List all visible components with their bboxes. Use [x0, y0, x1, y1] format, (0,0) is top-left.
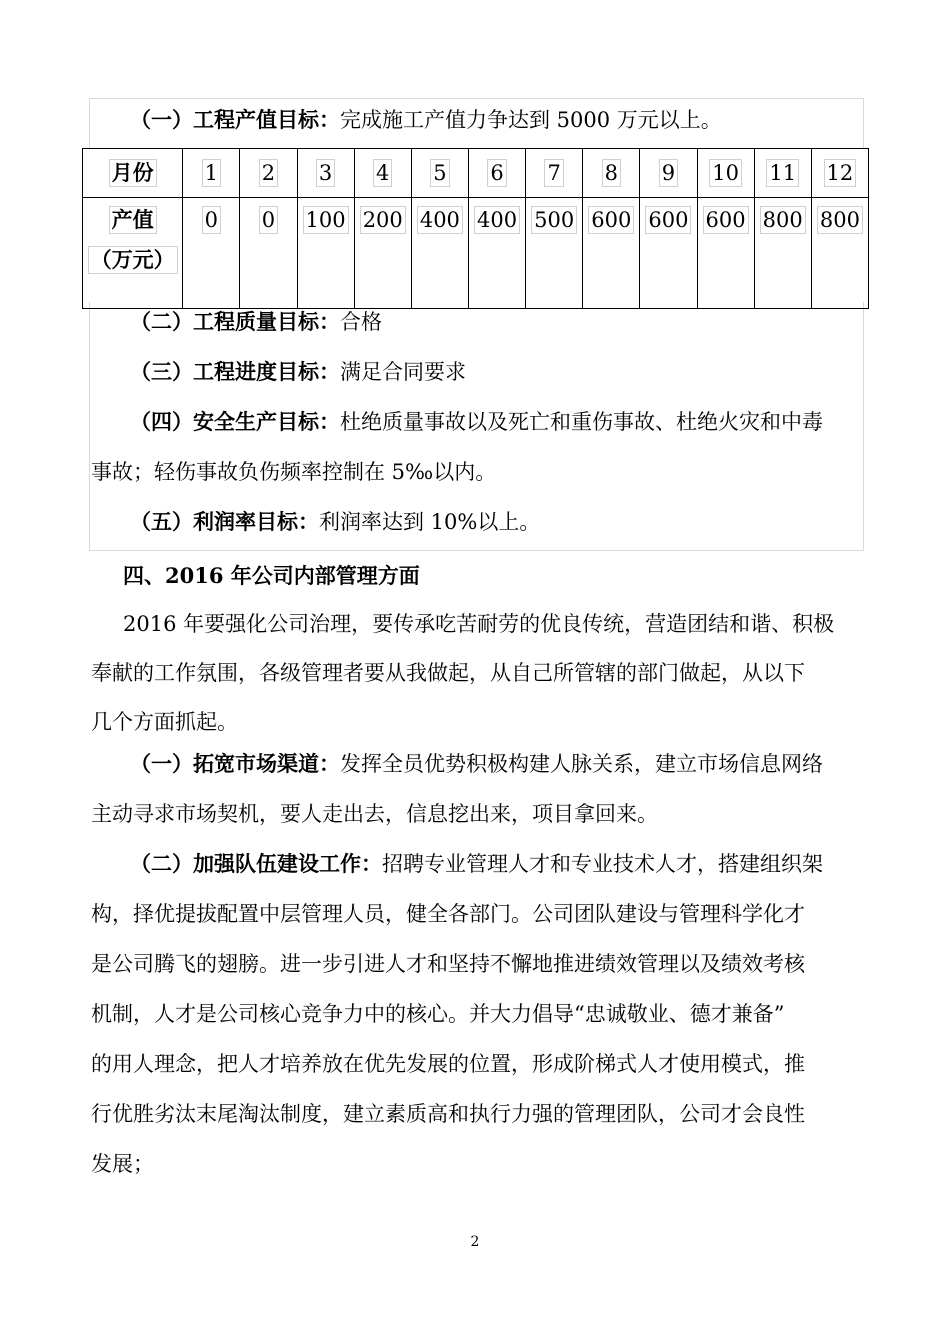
target-schedule-label: （三）工程进度目标： — [130, 359, 340, 384]
team-building-label: （二）加强队伍建设工作： — [130, 851, 382, 876]
value-cell: 100 — [297, 198, 354, 309]
target-safety-line2 — [0, 458, 950, 486]
team-building-line4: 机制，人才是公司核心竞争力中的核心。并大力倡导“忠诚敬业、德才兼备” — [91, 1002, 785, 1026]
value-cell: 600 — [697, 198, 754, 309]
target-safety-text2: 事故；轻伤事故负伤频率控制在 5‰以内。 — [91, 460, 497, 484]
target-output-label: （一）工程产值目标： — [130, 107, 340, 132]
team-building-line2: 构，择优提拔配置中层管理人员，健全各部门。公司团队建设与管理科学化才 — [91, 902, 805, 926]
target-output-text: 完成施工产值力争达到 5000 万元以上。 — [340, 108, 722, 132]
value-cell: 0 — [240, 198, 297, 309]
value-cell: 500 — [526, 198, 583, 309]
value-cell: 200 — [354, 198, 411, 309]
value-header-cell: 产值 （万元） — [83, 198, 183, 309]
page-number: 2 — [470, 1234, 480, 1250]
target-output-line — [0, 106, 950, 134]
target-safety-text1: 杜绝质量事故以及死亡和重伤事故、杜绝火灾和中毒 — [340, 410, 823, 434]
month-cell: 4 — [354, 149, 411, 198]
team-building-line3: 是公司腾飞的翅膀。进一步引进人才和坚持不懈地推进绩效管理以及绩效考核 — [91, 952, 805, 976]
team-building-line1 — [0, 850, 950, 878]
target-safety-line1 — [0, 408, 950, 436]
month-cell: 3 — [297, 149, 354, 198]
team-building-line5: 的用人理念，把人才培养放在优先发展的位置，形成阶梯式人才使用模式，推 — [91, 1052, 805, 1076]
month-cell: 6 — [468, 149, 525, 198]
target-profit-line — [0, 508, 950, 536]
target-schedule-line — [0, 358, 950, 386]
month-cell: 11 — [754, 149, 811, 198]
value-cell: 400 — [468, 198, 525, 309]
target-quality-label: （二）工程质量目标： — [130, 309, 340, 334]
value-cell: 600 — [640, 198, 697, 309]
target-profit-text: 利润率达到 10%以上。 — [319, 510, 541, 534]
section4-intro-line1: 2016 年要强化公司治理，要传承吃苦耐劳的优良传统，营造团结和谐、积极 — [123, 612, 835, 636]
value-cell: 600 — [583, 198, 640, 309]
month-cell: 7 — [526, 149, 583, 198]
value-cell: 800 — [811, 198, 868, 309]
value-cell: 0 — [183, 198, 240, 309]
target-schedule-text: 满足合同要求 — [340, 360, 466, 384]
value-cell: 400 — [411, 198, 468, 309]
market-channel-line2: 主动寻求市场契机，要人走出去，信息挖出来，项目拿回来。 — [91, 802, 658, 826]
target-quality-line — [0, 308, 950, 336]
table-row-values — [83, 198, 869, 309]
month-cell: 2 — [240, 149, 297, 198]
month-cell: 1 — [183, 149, 240, 198]
section4-heading: 四、2016 年公司内部管理方面 — [123, 563, 420, 588]
month-cell: 5 — [411, 149, 468, 198]
section4-intro-line3: 几个方面抓起。 — [91, 710, 238, 734]
table-row-months — [83, 149, 869, 198]
team-building-text1: 招聘专业管理人才和专业技术人才，搭建组织架 — [382, 852, 823, 876]
target-quality-text: 合格 — [340, 310, 382, 334]
target-safety-label: （四）安全生产目标： — [130, 409, 340, 434]
month-header-cell: 月份 — [83, 149, 183, 198]
market-channel-line1 — [0, 750, 950, 778]
month-cell: 9 — [640, 149, 697, 198]
output-table — [82, 148, 869, 309]
month-cell: 8 — [583, 149, 640, 198]
month-cell: 10 — [697, 149, 754, 198]
value-cell: 800 — [754, 198, 811, 309]
team-building-line7: 发展； — [91, 1152, 154, 1176]
month-cell: 12 — [811, 149, 868, 198]
market-channel-label: （一）拓宽市场渠道： — [130, 751, 340, 776]
team-building-line6: 行优胜劣汰末尾淘汰制度，建立素质高和执行力强的管理团队，公司才会良性 — [91, 1102, 805, 1126]
market-channel-text1: 发挥全员优势积极构建人脉关系，建立市场信息网络 — [340, 752, 823, 776]
section4-intro-line2: 奉献的工作氛围，各级管理者要从我做起，从自己所管辖的部门做起，从以下 — [91, 661, 805, 685]
target-profit-label: （五）利润率目标： — [130, 509, 319, 534]
